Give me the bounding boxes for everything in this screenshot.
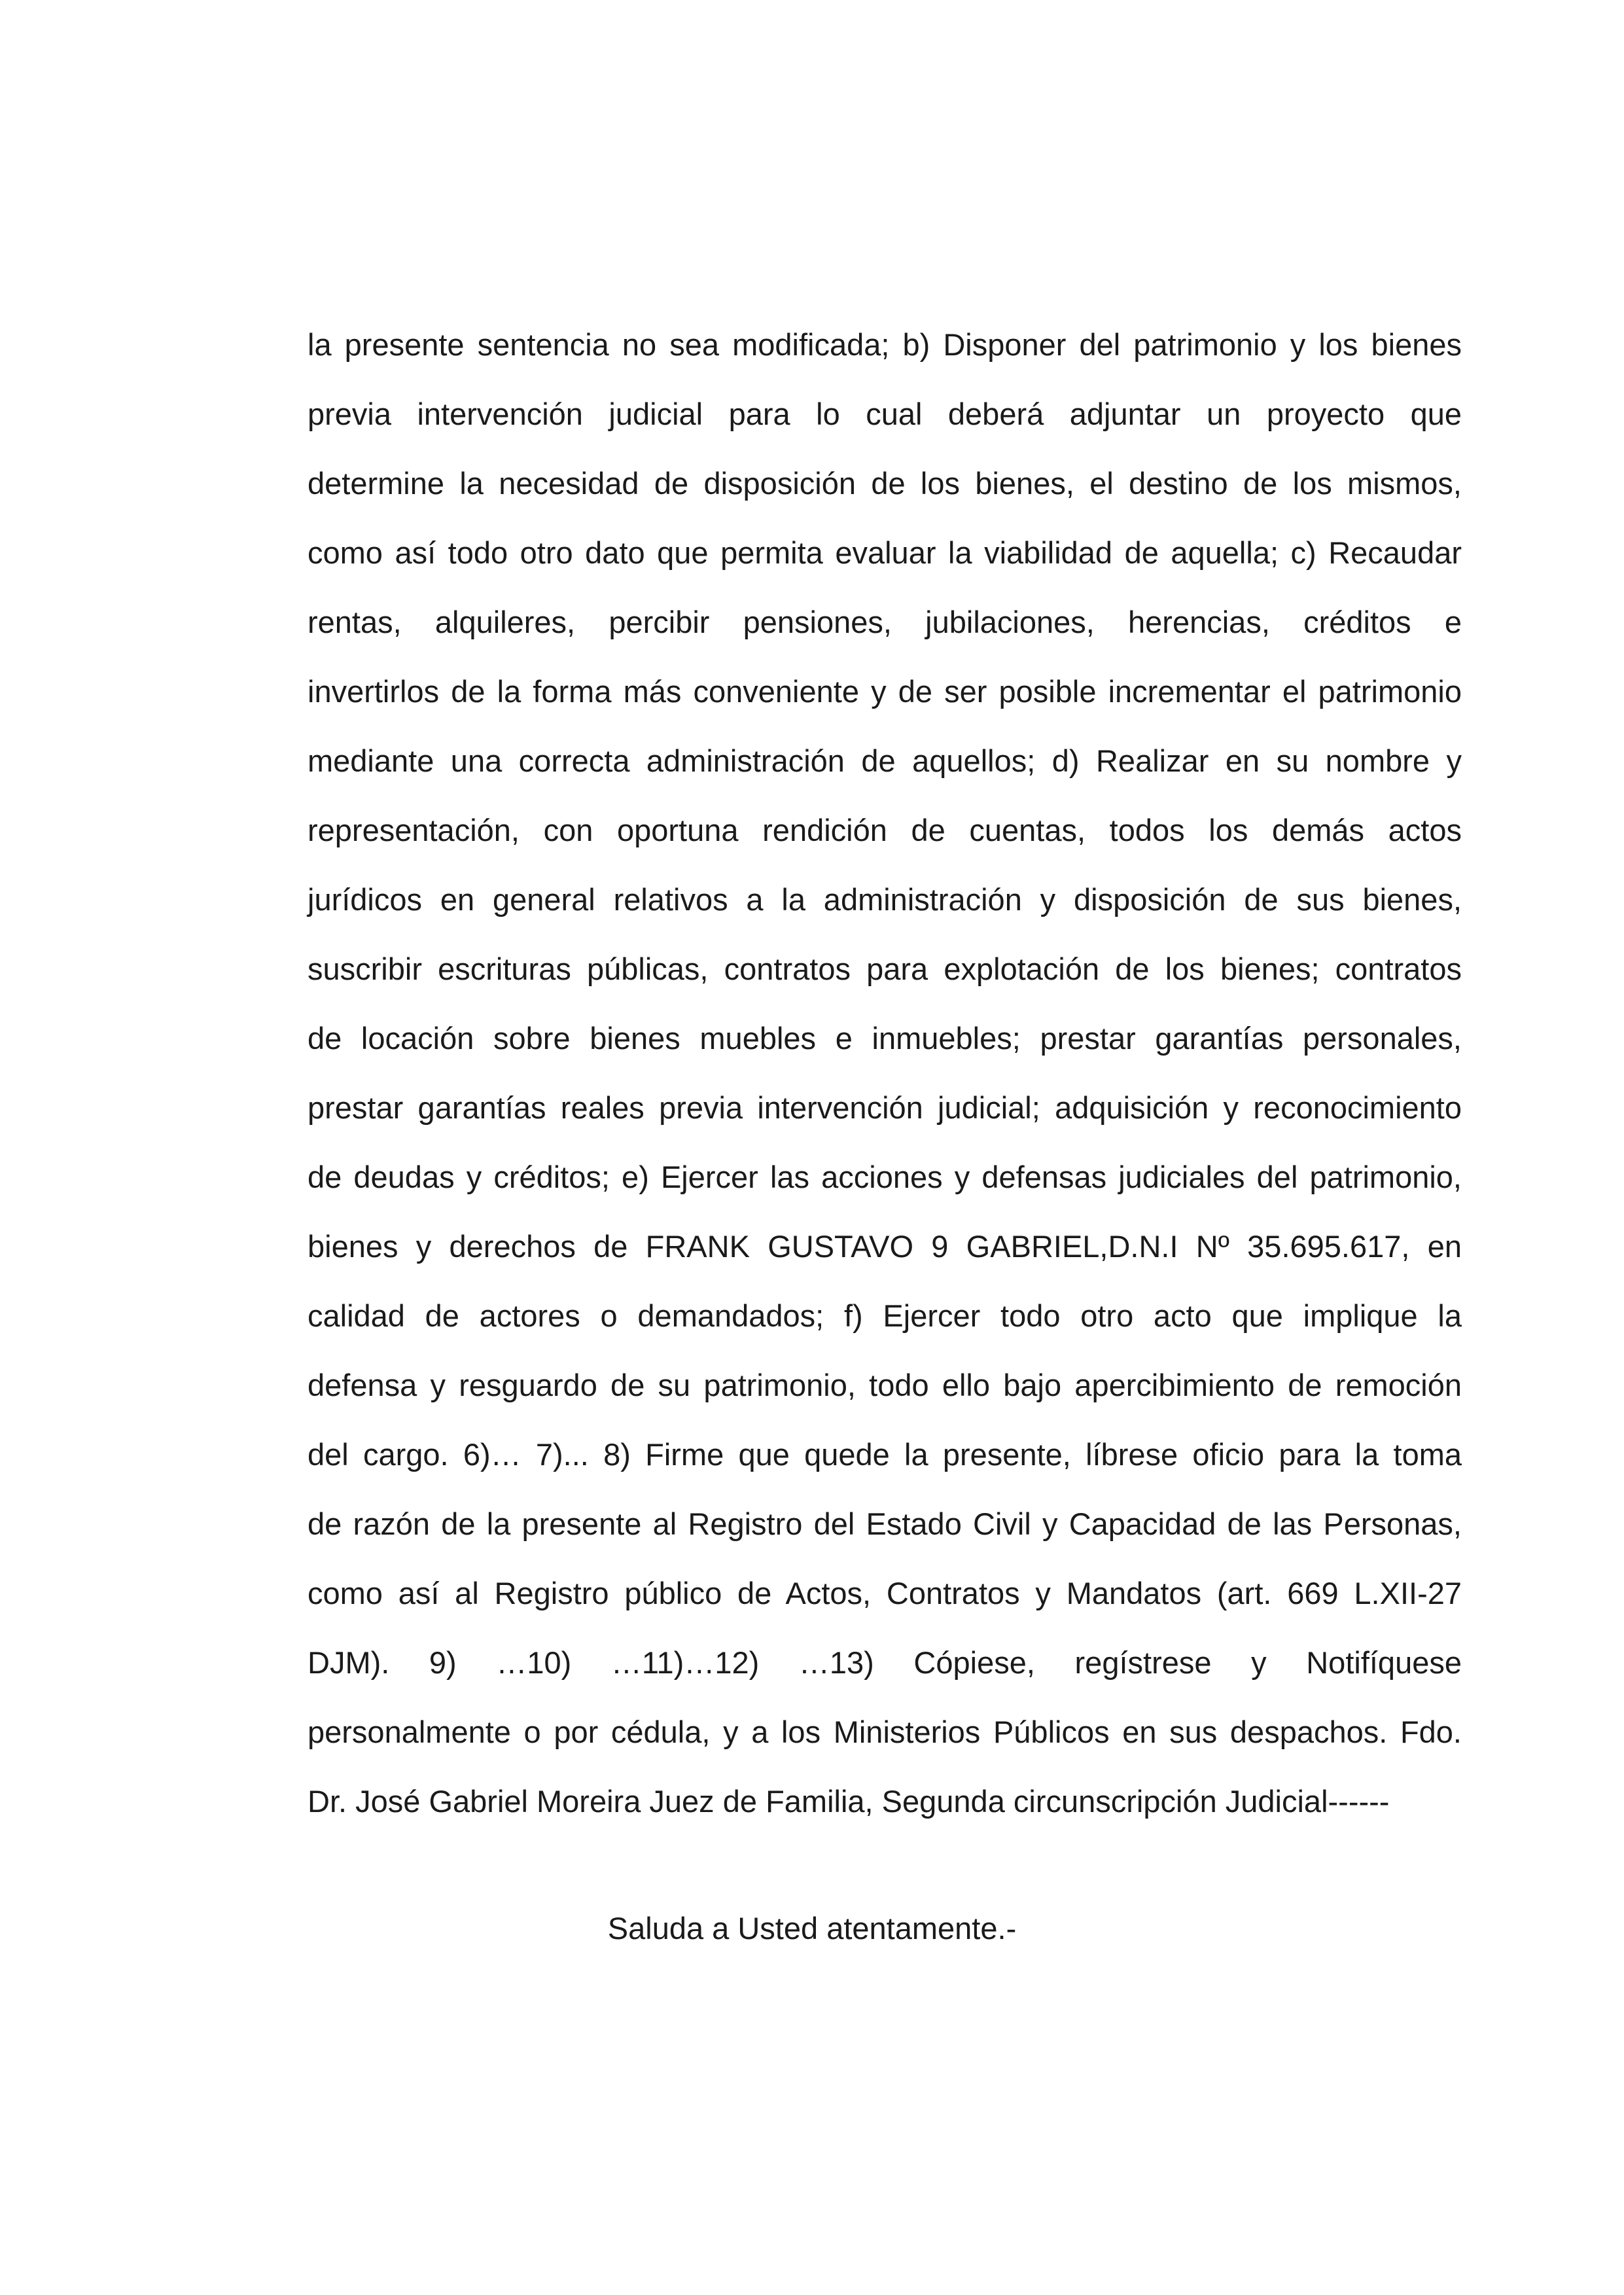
text-line: DJM). 9) …10) …11)…12) …13) Cópiese, regístrese y Notifíquese [308, 1645, 1462, 1680]
text-line: representación, con oportuna rendición de cuentas, todos los demás actos [308, 813, 1462, 847]
text-line: determine la necesidad de disposición de los bienes, el destino de los mismos, [308, 466, 1462, 501]
text-line: de locación sobre bienes muebles e inmuebles; prestar garantías personales, [308, 1021, 1462, 1056]
text-line: mediante una correcta administración de aquellos; d) Realizar en su nombre y [308, 743, 1462, 778]
body-paragraph [308, 321, 1462, 1847]
text-line: suscribir escrituras públicas, contratos para explotación de los bienes; contratos [308, 952, 1462, 986]
text-line: prestar garantías reales previa intervención judicial; adquisición y reconocimiento [308, 1090, 1462, 1125]
text-line: defensa y resguardo de su patrimonio, todo ello bajo apercibimiento de remoción [308, 1368, 1462, 1402]
text-line: calidad de actores o demandados; f) Ejercer todo otro acto que implique la [308, 1298, 1462, 1333]
signature-line: Dr. José Gabriel Moreira Juez de Familia, Segunda circunscripción Judicial------ [308, 1784, 1390, 1819]
text-line: jurídicos en general relativos a la administración y disposición de sus bienes, [308, 882, 1462, 917]
closing-salutation: Saluda a Usted atentamente.- [607, 1911, 1017, 1946]
text-line: previa intervención judicial para lo cual deberá adjuntar un proyecto que [308, 397, 1462, 431]
text-line: rentas, alquileres, percibir pensiones, jubilaciones, herencias, créditos e [308, 605, 1462, 639]
text-line: la presente sentencia no sea modificada; b) Disponer del patrimonio y los bienes [308, 327, 1462, 362]
text-line: como así al Registro público de Actos, Contratos y Mandatos (art. 669 L.XII-27 [308, 1576, 1462, 1610]
text-line: de razón de la presente al Registro del Estado Civil y Capacidad de las Personas, [308, 1506, 1462, 1541]
text-line: bienes y derechos de FRANK GUSTAVO 9 GABRIEL,D.N.I Nº 35.695.617, en [308, 1229, 1462, 1264]
text-line: personalmente o por cédula, y a los Ministerios Públicos en sus despachos. Fdo. [308, 1715, 1462, 1749]
text-line: invertirlos de la forma más conveniente y de ser posible incrementar el patrimonio [308, 674, 1462, 709]
text-line: como así todo otro dato que permita evaluar la viabilidad de aquella; c) Recaudar [308, 535, 1462, 570]
text-line: de deudas y créditos; e) Ejercer las acciones y defensas judiciales del patrimonio, [308, 1160, 1462, 1194]
text-line: del cargo. 6)… 7)... 8) Firme que quede la presente, líbrese oficio para la toma [308, 1437, 1462, 1472]
